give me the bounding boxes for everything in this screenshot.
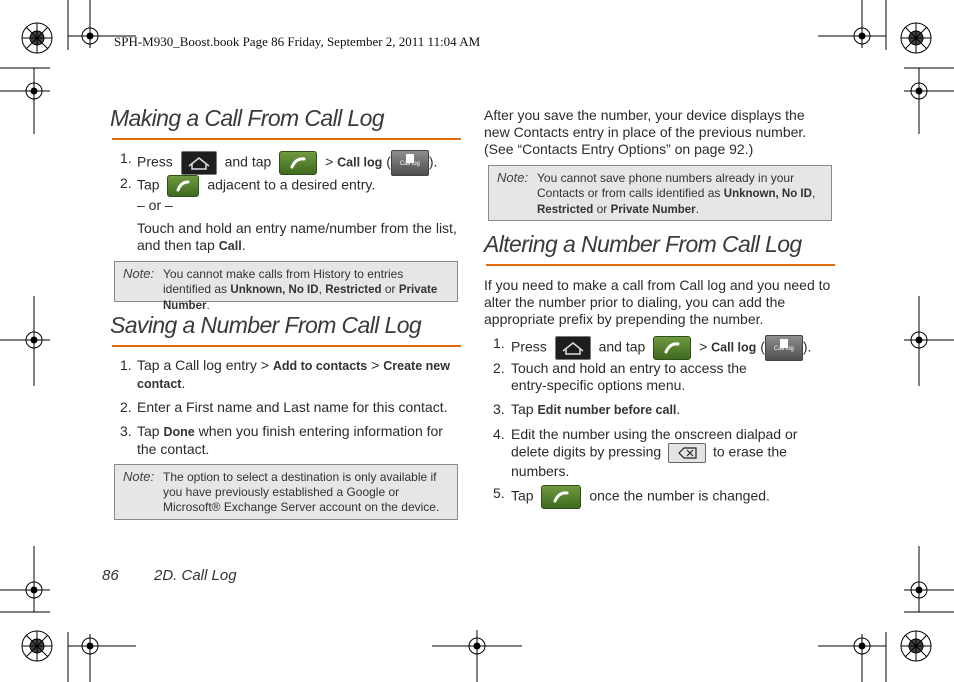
- note-box: [114, 261, 458, 312]
- note-label: Note:: [123, 266, 155, 281]
- comma: ,: [811, 186, 816, 200]
- alt-text: Touch and hold an entry name/number from the list, and then tap: [137, 220, 457, 253]
- title-rule: [486, 264, 835, 266]
- note-bold: Private Number: [610, 204, 696, 216]
- note-bold: Restricted: [537, 204, 594, 216]
- period: .: [181, 375, 186, 391]
- call-log-caption: Call log: [773, 346, 794, 352]
- home-key-icon: [555, 336, 591, 360]
- crosshair-icon: [818, 634, 886, 682]
- add-to-contacts-label: Add to contacts: [272, 359, 368, 373]
- separator-gt: >: [260, 357, 269, 373]
- paren: (: [760, 338, 765, 355]
- intro-paragraph: After you save the number, your device displays the new Contacts entry in place of the previous number. (See “Contacts Entry Options” on page 92.): [484, 107, 807, 157]
- delete-key-icon: [668, 443, 706, 463]
- note-bold: Unknown, No ID: [230, 284, 319, 296]
- crosshair-icon: [818, 0, 886, 48]
- phone-icon: [541, 485, 581, 509]
- step-text: Tap: [137, 176, 160, 193]
- step-text: Tap: [511, 401, 534, 417]
- separator-gt: >: [325, 153, 334, 170]
- step-alter-3: [511, 401, 680, 419]
- note-box: [488, 165, 832, 221]
- crosshair-icon: [904, 296, 954, 386]
- note-text: The option to select a destination is only available if you have previously established a Google or Microsoft® Exchange Server account on the device.: [163, 470, 440, 514]
- step-make-call-1: [137, 150, 437, 176]
- section-title-saving-number: Saving a Number From Call Log: [110, 312, 422, 338]
- step-number: 2.: [120, 175, 132, 191]
- note-text-part: or: [384, 282, 396, 296]
- crosshair-icon: [0, 68, 50, 134]
- comma: ,: [318, 282, 322, 296]
- book-header-line: SPH-M930_Boost.book Page 86 Friday, September 2, 2011 11:04 AM: [114, 34, 481, 49]
- call-log-tab-icon: [391, 150, 429, 176]
- note-bold: Restricted: [325, 284, 382, 296]
- step-number: 3.: [493, 401, 505, 417]
- phone-icon: [653, 336, 691, 360]
- step-number: 2.: [120, 399, 132, 415]
- dial-target-icon: [901, 631, 931, 661]
- dial-target-icon: [901, 23, 931, 53]
- alt-instruction: [137, 220, 457, 255]
- step-save-2: Enter a First name and Last name for this contact.: [137, 399, 448, 415]
- step-text: Tap a Call log entry: [137, 357, 257, 373]
- step-text: Press: [137, 153, 173, 170]
- dial-target-icon: [22, 23, 52, 53]
- note-label: Note:: [497, 170, 529, 185]
- step-number: 2.: [493, 360, 505, 376]
- step-number: 1.: [120, 150, 132, 166]
- period: .: [241, 237, 246, 253]
- page-number: 86: [102, 567, 119, 584]
- crosshair-icon: [68, 634, 136, 682]
- step-text: Press: [511, 338, 547, 355]
- note-bold: Private Number: [163, 284, 438, 312]
- step-text: Tap: [511, 487, 534, 504]
- note-text-part: You cannot save phone numbers already in your Contacts or from calls identified as: [537, 171, 795, 200]
- section-title-making-call: Making a Call From Call Log: [110, 105, 384, 131]
- phone-icon: [279, 151, 317, 175]
- call-log-caption: Call log: [399, 161, 420, 167]
- step-alter-4: [511, 426, 826, 480]
- step-save-3: [137, 423, 462, 458]
- note-text: [163, 267, 449, 314]
- or-separator: – or –: [137, 197, 173, 213]
- step-number: 1.: [493, 335, 505, 351]
- section-title-altering-number: Altering a Number From Call Log: [484, 231, 802, 257]
- step-text: Edit the number using the onscreen dialpad or delete digits by pressing: [511, 426, 798, 460]
- separator-gt: >: [371, 357, 380, 373]
- call-log-tab-icon: [765, 335, 803, 361]
- call-label: Call: [218, 239, 242, 253]
- step-text: Tap: [137, 423, 160, 439]
- title-rule: [112, 138, 461, 140]
- step-text: adjacent to a desired entry.: [207, 176, 376, 193]
- paren: ).: [802, 338, 812, 355]
- step-alter-2: Touch and hold an entry to access the entry-specific options menu.: [511, 360, 747, 393]
- step-text: and tap: [224, 153, 272, 170]
- note-text: [537, 171, 823, 218]
- step-number: 4.: [493, 426, 505, 442]
- paren: (: [386, 153, 391, 170]
- note-bold: Unknown, No ID: [723, 188, 812, 200]
- step-text: and tap: [598, 338, 646, 355]
- step-text: to erase the numbers.: [511, 443, 787, 479]
- crosshair-icon: [0, 546, 50, 612]
- crosshair-icon: [432, 630, 522, 682]
- dial-target-icon: [22, 631, 52, 661]
- note-text-part: or: [596, 202, 608, 216]
- phone-icon: [167, 175, 199, 197]
- note-box: [114, 464, 458, 520]
- home-key-icon: [181, 151, 217, 175]
- title-rule: [112, 345, 461, 347]
- call-log-label: Call log: [337, 155, 383, 170]
- step-text: when you finish entering information for the contact.: [137, 423, 443, 457]
- step-alter-5: [511, 485, 770, 509]
- step-alter-1: [511, 335, 811, 361]
- chapter-title: 2D. Call Log: [154, 567, 237, 584]
- section-intro: If you need to make a call from Call log and you need to alter the number prior to dialing, you can add the appropriate prefix by prepending the number.: [484, 277, 831, 327]
- edit-number-label: Edit number before call: [537, 403, 677, 417]
- period: .: [695, 202, 699, 216]
- done-label: Done: [163, 425, 195, 439]
- period: .: [206, 298, 210, 312]
- step-make-call-2: [137, 175, 375, 197]
- create-new-contact-label: Create new contact: [137, 359, 450, 391]
- step-text: once the number is changed.: [589, 487, 770, 504]
- step-number: 3.: [120, 423, 132, 439]
- note-label: Note:: [123, 469, 155, 484]
- crosshair-icon: [0, 296, 50, 386]
- crosshair-icon: [904, 546, 954, 612]
- step-save-1: [137, 357, 462, 393]
- crosshair-icon: [904, 68, 954, 134]
- separator-gt: >: [699, 338, 708, 355]
- step-number: 5.: [493, 485, 505, 501]
- period: .: [676, 401, 681, 417]
- note-text-part: You cannot make calls from History to entries identified as: [163, 267, 404, 296]
- step-number: 1.: [120, 357, 132, 373]
- call-log-label: Call log: [711, 340, 757, 355]
- paren: ).: [428, 153, 438, 170]
